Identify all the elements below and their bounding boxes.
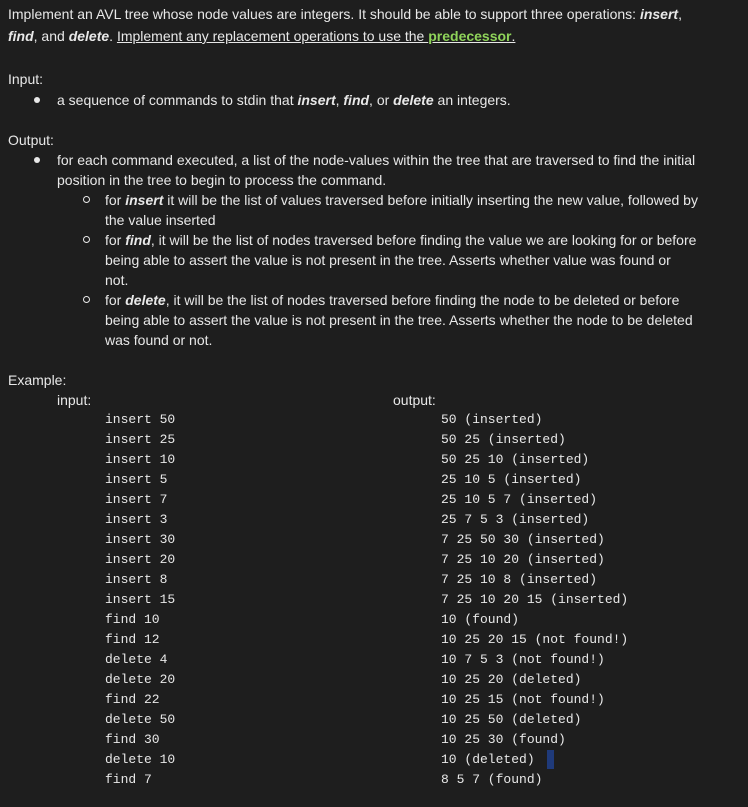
output-result: 7 25 50 30 (inserted) (441, 532, 605, 547)
input-command: insert 7 (105, 492, 168, 507)
sub-bullet-delete-line-1: for delete, it will be the list of nodes traversed before finding the node to be deleted or before (105, 292, 680, 308)
output-result: 10 7 5 3 (not found!) (441, 652, 605, 667)
sub-bullet-insert-line-2: the value inserted (105, 212, 216, 228)
output-result: 7 25 10 8 (inserted) (441, 572, 598, 587)
input-label: input: (57, 392, 92, 408)
output-result: 25 10 5 7 (inserted) (441, 492, 598, 507)
input-command: find 12 (105, 632, 160, 647)
output-result: 8 5 7 (found) (441, 772, 543, 787)
intro-line-1: Implement an AVL tree whose node values are integers. It should be able to support three operations: insert, (8, 6, 682, 22)
output-result: 10 25 20 (deleted) (441, 672, 582, 687)
replacement-note: Implement any replacement operations to use the predecessor. (116, 28, 516, 44)
output-heading: Output: (8, 132, 54, 148)
input-command: insert 10 (105, 452, 176, 467)
output-result: 7 25 10 20 (inserted) (441, 552, 605, 567)
sub-bullet-find-line-2: being able to assert the value is not present in the tree. Asserts whether value was found or (105, 252, 671, 268)
output-result: 50 25 (inserted) (441, 432, 566, 447)
input-command: insert 8 (105, 572, 168, 587)
output-result: 10 25 20 15 (not found!) (441, 632, 629, 647)
bullet-ring-icon (83, 236, 90, 243)
output-result: 50 25 10 (inserted) (441, 452, 590, 467)
input-command: find 10 (105, 612, 160, 627)
output-result: 10 25 15 (not found!) (441, 692, 605, 707)
input-command: delete 50 (105, 712, 176, 727)
output-label: output: (393, 392, 436, 408)
text-cursor (547, 750, 554, 769)
bullet-dot-icon (34, 157, 40, 163)
input-command: insert 5 (105, 472, 168, 487)
input-command: insert 50 (105, 412, 176, 427)
sub-bullet-find-line-3: not. (105, 272, 129, 288)
input-command: delete 4 (105, 652, 168, 667)
input-command: find 22 (105, 692, 160, 707)
output-result: 25 10 5 (inserted) (441, 472, 582, 487)
output-result: 10 25 30 (found) (441, 732, 566, 747)
sub-bullet-find-line-1: for find, it will be the list of nodes traversed before finding the value we are looking for or before (105, 232, 697, 248)
output-result: 25 7 5 3 (inserted) (441, 512, 590, 527)
bullet-dot-icon (34, 97, 40, 103)
predecessor-text: predecessor (428, 28, 512, 44)
bullet-ring-icon (83, 196, 90, 203)
bullet-ring-icon (83, 296, 90, 303)
sub-bullet-delete-line-2: being able to assert the value is not present in the tree. Asserts whether the node to be deleted (105, 312, 693, 328)
input-command: find 7 (105, 772, 152, 787)
input-command: insert 15 (105, 592, 176, 607)
example-heading: Example: (8, 372, 67, 388)
input-command: insert 30 (105, 532, 176, 547)
output-bullet-line-1: for each command executed, a list of the node-values within the tree that are traversed to find the initial (57, 152, 696, 168)
input-bullet: a sequence of commands to stdin that insert, find, or delete an integers. (57, 92, 511, 108)
output-result: 50 (inserted) (441, 412, 543, 427)
input-command: insert 20 (105, 552, 176, 567)
keyword-delete: delete (68, 28, 110, 44)
input-command: delete 20 (105, 672, 176, 687)
output-result: 10 (found) (441, 612, 520, 627)
input-command: find 30 (105, 732, 160, 747)
input-heading: Input: (8, 71, 44, 87)
intro-line-2: find, and delete. Implement any replacement operations to use the predecessor. (8, 28, 516, 44)
input-command: insert 3 (105, 512, 168, 527)
input-command: delete 10 (105, 752, 176, 767)
sub-bullet-delete-line-3: was found or not. (105, 332, 213, 348)
output-result: 7 25 10 20 15 (inserted) (441, 592, 629, 607)
output-result: 10 (deleted) (441, 752, 535, 767)
keyword-find: find (8, 28, 34, 44)
keyword-insert: insert (639, 6, 679, 22)
output-bullet-line-2: position in the tree to begin to process the command. (57, 172, 387, 188)
input-command: insert 25 (105, 432, 176, 447)
output-result: 10 25 50 (deleted) (441, 712, 582, 727)
sub-bullet-insert-line-1: for insert it will be the list of values traversed before initially inserting the new value, followed by (105, 192, 698, 208)
